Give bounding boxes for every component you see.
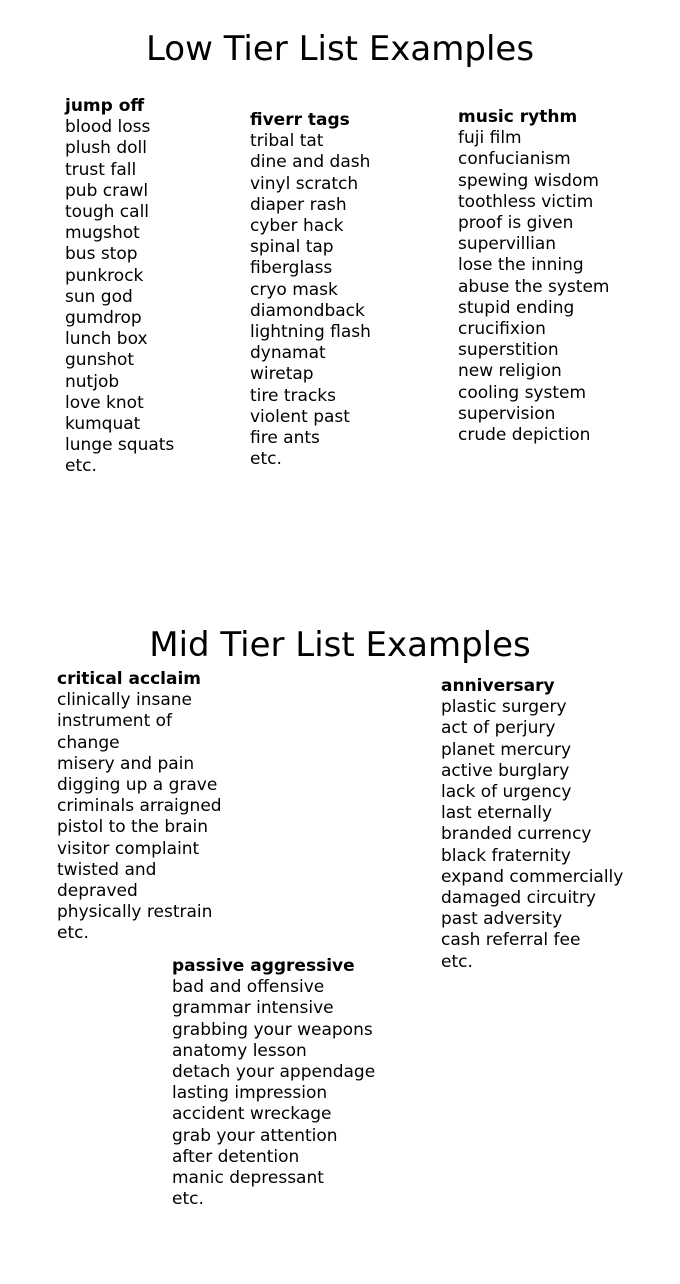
- list-item: after detention: [172, 1146, 300, 1167]
- list-item: abuse the system: [458, 276, 610, 297]
- word-list: [250, 131, 371, 470]
- column-heading: fiverr tags: [250, 110, 350, 130]
- mid-tier-column-anniversary: [441, 676, 623, 973]
- list-item: clinically insane: [57, 690, 192, 711]
- list-item: crucifixion: [458, 319, 546, 340]
- list-item: physically restrain: [57, 902, 213, 923]
- list-item: sun god: [65, 286, 133, 307]
- list-item: lack of urgency: [441, 782, 572, 803]
- list-item: tough call: [65, 202, 150, 223]
- list-item: bus stop: [65, 244, 138, 265]
- list-item: superstition: [458, 340, 559, 361]
- list-item: bad and offensive: [172, 977, 325, 998]
- list-item: vinyl scratch: [250, 173, 359, 194]
- list-item: lose the inning: [458, 255, 584, 276]
- low-tier-column-jump-off: [65, 96, 174, 478]
- list-item: cooling system: [458, 382, 587, 403]
- list-item: tribal tat: [250, 131, 324, 152]
- column-heading: critical acclaim: [57, 669, 202, 689]
- list-item: grammar intensive: [172, 998, 334, 1019]
- list-item: fuji film: [458, 128, 522, 149]
- list-item: planet mercury: [441, 739, 572, 760]
- list-item: tire tracks: [250, 385, 336, 406]
- list-item: anatomy lesson: [172, 1040, 307, 1061]
- word-list: [172, 977, 375, 1210]
- list-item: supervillian: [458, 234, 557, 255]
- list-item: etc.: [65, 456, 97, 477]
- column-heading: passive aggressive: [172, 956, 355, 976]
- low-tier-column-music-rythm: [458, 107, 609, 446]
- list-item: change: [57, 732, 120, 753]
- word-list: [65, 117, 174, 477]
- list-item: toothless victim: [458, 191, 594, 212]
- list-item: stupid ending: [458, 297, 575, 318]
- low-tier-title: Low Tier List Examples: [145, 29, 535, 69]
- list-item: etc.: [250, 449, 282, 470]
- list-item: diamondback: [250, 300, 365, 321]
- list-item: etc.: [441, 951, 473, 972]
- mid-tier-column-critical-acclaim: [57, 669, 222, 945]
- list-item: dynamat: [250, 343, 326, 364]
- list-item: supervision: [458, 403, 556, 424]
- list-item: instrument of: [57, 711, 173, 732]
- word-list: [441, 697, 623, 973]
- column-heading: jump off: [65, 96, 145, 116]
- list-item: gunshot: [65, 350, 135, 371]
- list-item: spinal tap: [250, 237, 334, 258]
- list-item: pistol to the brain: [57, 817, 209, 838]
- list-item: grab your attention: [172, 1125, 338, 1146]
- list-item: manic depressant: [172, 1168, 324, 1189]
- mid-tier-title: Mid Tier List Examples: [149, 625, 531, 665]
- list-item: etc.: [57, 923, 89, 944]
- list-item: lunge squats: [65, 435, 175, 456]
- list-item: misery and pain: [57, 753, 195, 774]
- list-item: violent past: [250, 406, 350, 427]
- list-item: twisted and: [57, 859, 157, 880]
- list-item: lasting impression: [172, 1083, 328, 1104]
- list-item: grabbing your weapons: [172, 1019, 373, 1040]
- list-item: branded currency: [441, 824, 592, 845]
- list-item: etc.: [172, 1189, 204, 1210]
- list-item: past adversity: [441, 909, 563, 930]
- list-item: last eternally: [441, 803, 553, 824]
- list-item: plastic surgery: [441, 697, 567, 718]
- word-list: [458, 128, 609, 446]
- list-item: proof is given: [458, 213, 574, 234]
- list-item: cryo mask: [250, 279, 338, 300]
- list-item: detach your appendage: [172, 1062, 376, 1083]
- mid-tier-column-passive-aggressive: [172, 956, 375, 1210]
- list-item: fiberglass: [250, 258, 333, 279]
- list-item: accident wreckage: [172, 1104, 332, 1125]
- list-item: gumdrop: [65, 308, 142, 329]
- list-item: spewing wisdom: [458, 170, 599, 191]
- list-item: crude depiction: [458, 425, 591, 446]
- column-heading: music rythm: [458, 107, 578, 127]
- list-item: black fraternity: [441, 845, 571, 866]
- list-item: digging up a grave: [57, 775, 218, 796]
- list-item: act of perjury: [441, 718, 556, 739]
- list-item: love knot: [65, 392, 144, 413]
- list-item: active burglary: [441, 760, 570, 781]
- list-item: visitor complaint: [57, 838, 200, 859]
- list-item: nutjob: [65, 371, 120, 392]
- list-item: diaper rash: [250, 194, 347, 215]
- list-item: cash referral fee: [441, 930, 581, 951]
- list-item: mugshot: [65, 223, 140, 244]
- list-item: trust fall: [65, 159, 137, 180]
- list-item: dine and dash: [250, 152, 371, 173]
- list-item: lunch box: [65, 329, 148, 350]
- list-item: new religion: [458, 361, 562, 382]
- low-tier-column-fiverr-tags: [250, 110, 371, 470]
- list-item: lightning flash: [250, 322, 371, 343]
- list-item: depraved: [57, 881, 138, 902]
- list-item: damaged circuitry: [441, 888, 596, 909]
- column-heading: anniversary: [441, 676, 555, 696]
- word-list: [57, 690, 222, 944]
- list-item: criminals arraigned: [57, 796, 222, 817]
- list-item: expand commercially: [441, 866, 624, 887]
- list-item: kumquat: [65, 414, 141, 435]
- list-item: wiretap: [250, 364, 314, 385]
- list-item: confucianism: [458, 149, 571, 170]
- list-item: fire ants: [250, 428, 320, 449]
- list-item: punkrock: [65, 265, 144, 286]
- list-item: cyber hack: [250, 216, 344, 237]
- list-item: pub crawl: [65, 180, 149, 201]
- list-item: blood loss: [65, 117, 151, 138]
- list-item: plush doll: [65, 138, 147, 159]
